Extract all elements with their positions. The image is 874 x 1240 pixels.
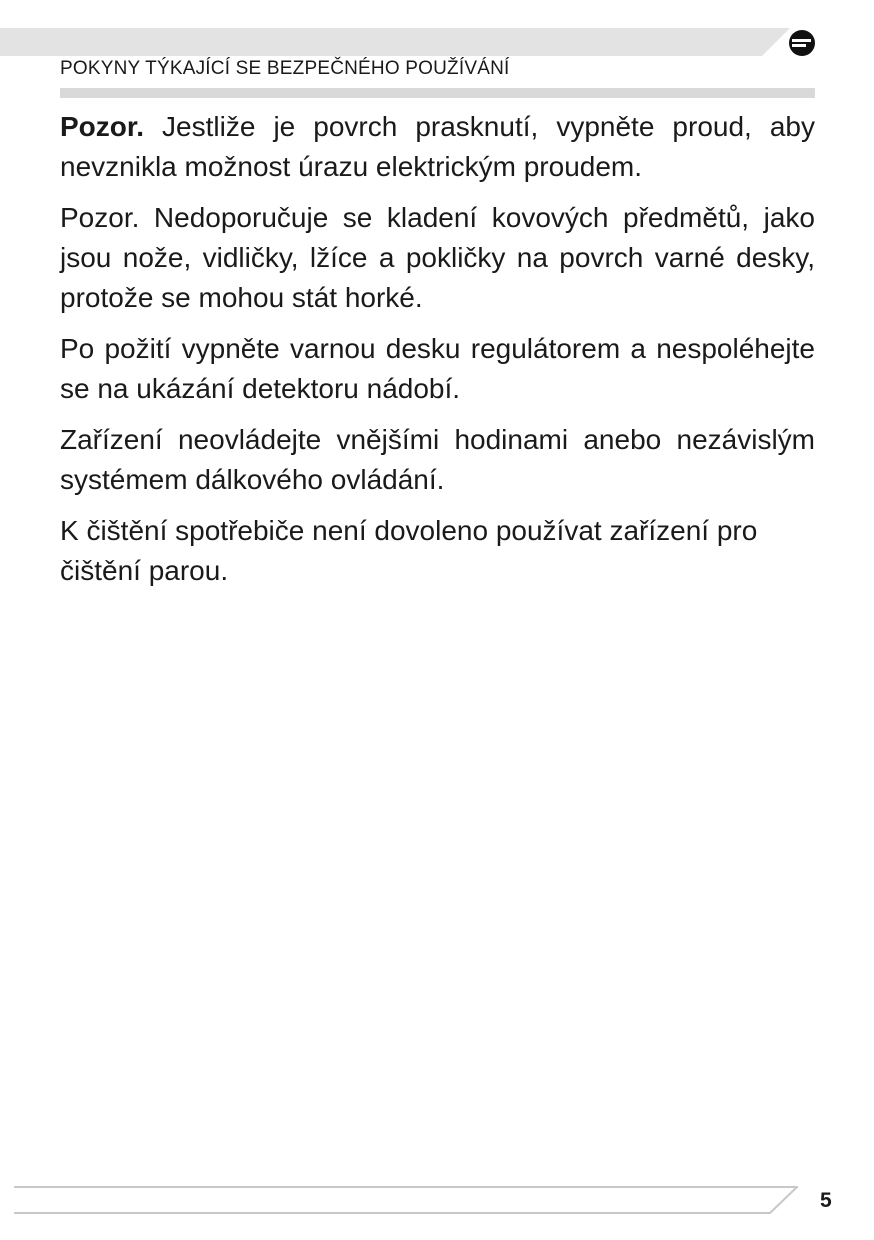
footer-line xyxy=(14,1186,798,1214)
page-number: 5 xyxy=(820,1189,832,1212)
paragraph xyxy=(60,107,815,187)
warning-lead: Pozor. xyxy=(60,111,145,142)
paragraph: Pozor. Nedoporučuje se kladení kovových předmětů, jako jsou nože, vidličky, lžíce a pokličky na povrch varné desky, protože se mohou stát horké. xyxy=(60,202,815,313)
paragraph: Po požití vypněte varnou desku regulátorem a nespoléhejte se na ukázání detektoru nádobí. xyxy=(60,333,815,404)
brand-logo-icon xyxy=(788,29,816,57)
paragraph-text: Jestliže je povrch prasknutí, vypněte proud, aby nevznikla možnost úrazu elektrickým proudem. xyxy=(60,111,815,182)
paragraph: Zařízení neovládejte vnějšími hodinami anebo nezávislým systémem dálkového ovládání. xyxy=(60,424,815,495)
paragraph: K čištění spotřebiče není dovoleno používat zařízení pro čištění parou. xyxy=(60,515,758,586)
section-title: POKYNY TÝKAJÍCÍ SE BEZPEČNÉHO POUŽÍVÁNÍ xyxy=(60,58,510,79)
header-divider xyxy=(60,88,815,98)
header-band xyxy=(0,28,790,56)
safety-instructions xyxy=(60,107,815,602)
